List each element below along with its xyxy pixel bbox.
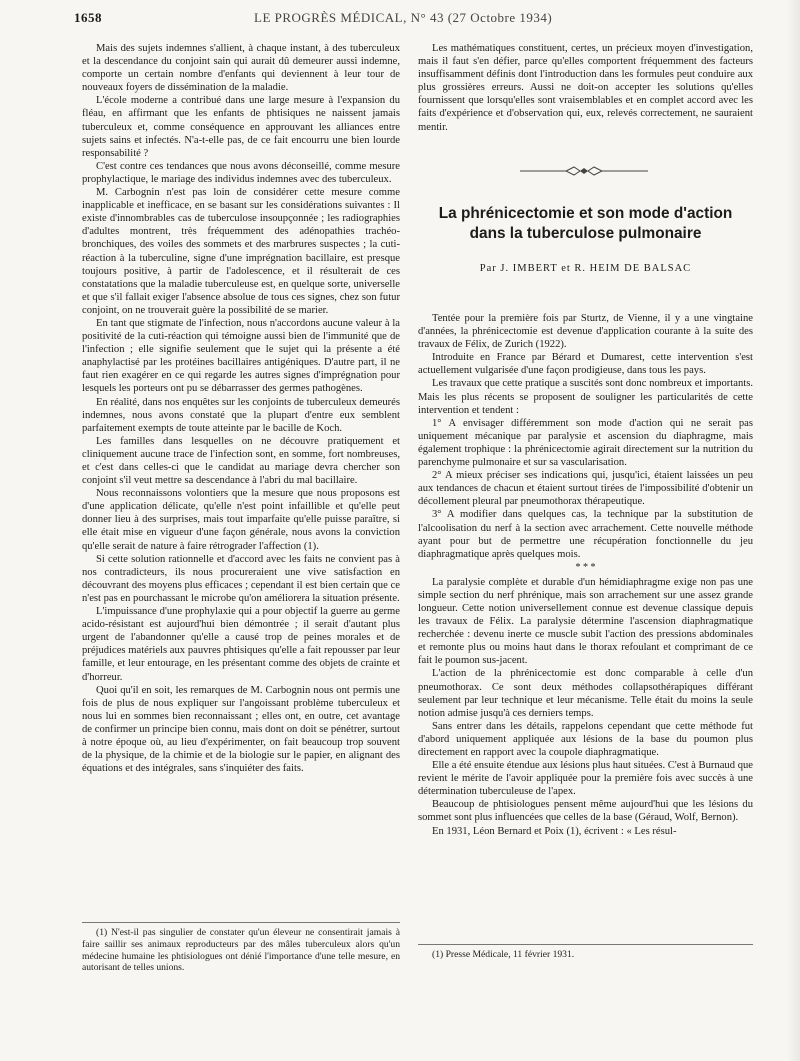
running-head: LE PROGRÈS MÉDICAL, N° 43 (27 Octobre 1934) (254, 10, 553, 25)
right-footnote (418, 944, 753, 961)
paragraph: C'est contre ces tendances que nous avons déconseillé, comme mesure prophylactique, le mariage des individus indemnes avec des tuberculeux. (82, 160, 400, 185)
footnote-text: (1) Presse Médicale, 11 février 1931. (432, 949, 575, 960)
paragraph: L'école moderne a contribué dans une large mesure à l'expansion du fléau, en affirmant que les enfants de phtisiques ne naissent jamais tuberculeux et, comme conséquence en approuvant les alliances entre sujets sains et infectés. N'a-t-elle pas, de ce fait encourru une bien lourde responsabilité ? (82, 95, 400, 159)
page-header (74, 10, 754, 28)
section-ornament (520, 166, 648, 176)
paragraph: Si cette solution rationnelle et d'accord avec les faits ne convient pas à nos contradicteurs, ils nous procureraient une vive satisfaction en découvrant des moyens plus efficaces ; cependant il est bien certain que ce n'est pas en pourchassant le microbe qu'on améliorera la situation présente. (82, 553, 400, 604)
paragraph: L'action de la phrénicectomie est donc comparable à celle d'un pneumothorax. Ce sont deux méthodes collapsothérapiques différant seulement par leur technique et leur mécanisme. Telle était du moins la seule notion admise jusqu'à ces derniers temps. (418, 668, 753, 719)
page-edge-shadow (786, 0, 800, 1061)
paragraph: 3° A modifier dans quelques cas, la technique par la substitution de l'alcoolisation du nerf à la section avec arrachement. Cette nouvelle méthode ayant pour but de permettre une récupération fonctionnelle du jeu diaphragmatique après quelques mois. (418, 509, 753, 560)
title-line: dans la tuberculose pulmonaire (469, 225, 702, 242)
paragraph: Les travaux que cette pratique a suscités sont donc nombreux et importants. Mais les plus récents se proposent de souligner les particularités de cette intervention et tendent : (418, 378, 753, 416)
article-byline: Par J. IMBERT et R. HEIM DE BALSAC (479, 263, 692, 274)
paragraph: Mais des sujets indemnes s'allient, à chaque instant, à des tuberculeux et la descendance du conjoint sain qui aurait dû demeurer aussi indemne, comporte un certain nombre d'enfants qui deviennent à leur tour de nouveaux foyers de dissémination de la maladie. (82, 43, 400, 94)
title-line: La phrénicectomie et son mode d'action (438, 205, 733, 222)
footnote-text: (1) N'est-il pas singulier de constater qu'un éleveur ne consentirait jamais à faire saillir ses animaux reproducteurs par des mâles tuberculeux alors qu'un médecine humaine les phtisiologues ont dénié l'importance d'une telle mesure, en autorisant de telles unions. (82, 927, 400, 974)
paragraph: Elle a été ensuite étendue aux lésions plus haut situées. C'est à Burnaud que revient le mérite de l'avoir appliquée pour la première fois avec succès à une détermination tuberculeuse de l'apex. (418, 760, 753, 798)
paragraph: La paralysie complète et durable d'un hémidiaphragme exige non pas une simple section du nerf phrénique, mais son arrachement sur une assez grande longueur. Cette notion universellement connue est devenue classique depuis les travaux de Félix. La paralysie détermine l'ascension diaphragmatique recherchée : devenu inerte ce muscle subit l'action des pressions abdominales et remonte plus ou moins haut dans le thorax refoulant et comprimant de ce fait le poumon sus-jacent. (418, 576, 753, 667)
paragraph: Introduite en France par Bérard et Dumarest, cette intervention s'est actuellement vulgarisée d'une façon prodigieuse, dans tous les pays. (418, 352, 753, 377)
paragraph: En réalité, dans nos enquêtes sur les conjoints de tuberculeux demeurés indemnes, nous avons constaté que la plupart d'entre eux semblent parfaitement exempts de toute atteinte par le bacille de Koch. (82, 396, 400, 434)
left-column (82, 42, 400, 912)
paragraph: M. Carbognin n'est pas loin de considérer cette mesure comme inapplicable et inefficace, en se basant sur les considérations suivantes : Il existe d'innombrables cas de tuberculose insoupçonnée ; les radiographies d'adultes montrent, très fréquemment des adénopathies trachéo-bronchiques, des voiles des sommets et des marbrures suspectes ; la cuti-réaction à la tuberculine, signe d'une imprégnation bacillaire, est presque toujours positive, à partir de l'adolescence, et il résulterait de ces constatations que la maladie tuberculeuse est, en quelque sorte, universelle et que s'il fallait exiger l'absence absolue de tous ces signes, chez son futur conjoint, on ne trouverait guère la possibilité de se marier. (82, 187, 400, 316)
section-separator-stars: * * * (575, 561, 596, 573)
paragraph: Quoi qu'il en soit, les remarques de M. Carbognin nous ont permis une fois de plus de nous expliquer sur l'angoissant problème tuberculeux et nous lui en sommes bien reconnaissant ; elles ont, en outre, cet avantage de confirmer un principe bien connu, mais dont on doit se pénétrer, surtout à notre époque où, au lieu d'expérimenter, on fait beaucoup trop souvent de la physique, de la chimie et de la biologie sur le papier, en alignant des équations et des intégrales, sans s'inquiéter des faits. (82, 684, 400, 775)
paragraph: L'impuissance d'une prophylaxie qui a pour objectif la guerre au germe acido-résistant est aujourd'hui bien démontrée ; il serait d'autant plus urgent de l'abandonner qu'elle a causé trop de peines morales et de préjudices matériels aux pauvres phtisiques qu'elle a fait repousser par leur famille, et leur entourage, en les présentant comme des objets de crainte et d'horreur. (82, 606, 400, 683)
left-footnote (82, 922, 400, 974)
paragraph: 1° A envisager différemment son mode d'action qui ne serait pas uniquement mécanique par paralysie et ascension du diaphragme, mais également trophique : la phrénicectomie agirait directement sur la nutrition du parenchyme pulmonaire et sur sa vascularisation. (418, 417, 753, 469)
paragraph: Nous reconnaissons volontiers que la mesure que nous proposons est d'une application délicate, qu'elle n'est point infaillible et qu'elle peut donner lieu à des surprises, mais tout imparfaite qu'elle puisse paraître, si elle était mise en vigueur d'une façon générale, nous avons la conviction qu'elle serait de nature à faire rétrograder l'affection (1). (82, 488, 400, 552)
article-title (418, 204, 753, 244)
paragraph: Les mathématiques constituent, certes, un précieux moyen d'investigation, mais il faut s'en défier, parce qu'elles comportent fréquemment des facteurs insuffisamment définis dont l'introduction dans les formules peut conduire aux plus grossières erreurs. Aussi ne doit-on accepter les solutions qu'elles fournissent que lorsqu'elles sont vraisemblables et en complet accord avec les faits d'expérience et d'observation qui, eux, relevés correctement, ne sauraient mentir. (418, 43, 753, 133)
right-column-body (418, 312, 753, 930)
page-number: 1658 (74, 10, 102, 25)
paragraph: Beaucoup de phtisiologues pensent même aujourd'hui que les lésions du sommet sont plus influencées que celles de la base (Géraud, Wolf, Bernon). (418, 799, 753, 824)
paragraph: En 1931, Léon Bernard et Poix (1), écrivent : « Les résul- (432, 825, 677, 837)
paragraph: Tentée pour la première fois par Sturtz, de Vienne, il y a une vingtaine d'années, la phrénicectomie est devenue d'application courante à la suite des travaux de Félix, de Zurich (1922). (418, 313, 753, 351)
paragraph: 2° A mieux préciser ses indications qui, jusqu'ici, étaient laissées un peu aux tendances de chacun et étaient surtout tirées de l'impossibilité d'obtenir un décollement pleural par pneumothorax thérapeutique. (418, 470, 753, 508)
paragraph: Les familles dans lesquelles on ne découvre pratiquement et cliniquement aucune trace de l'infection sont, en somme, fort nombreuses, et c'est dans celles-ci que le candidat au mariage devra chercher son conjoint s'il veut mettre sa descendance à l'abri du mal bacillaire. (82, 435, 400, 487)
right-column-top (418, 42, 753, 152)
paragraph: En tant que stigmate de l'infection, nous n'accordons aucune valeur à la positivité de la cuti-réaction qui témoigne aussi bien de l'immunité que de l'infection ; elle signifie seulement que le sujet qui la présente a été anaphylactisé par les protéines bacillaires antigéniques. D'autre part, il ne faut rien exagérer en ce qui regarde les autres signes d'imprégnation pour lesquels les porteurs ont pu se débarrasser des germes pathogènes. (82, 317, 400, 395)
paragraph: Sans entrer dans les détails, rappelons cependant que cette méthode fut d'abord uniquement appliquée aux lésions de la base du poumon plus directement en rapport avec la coupole diaphragmatique. (418, 720, 753, 758)
